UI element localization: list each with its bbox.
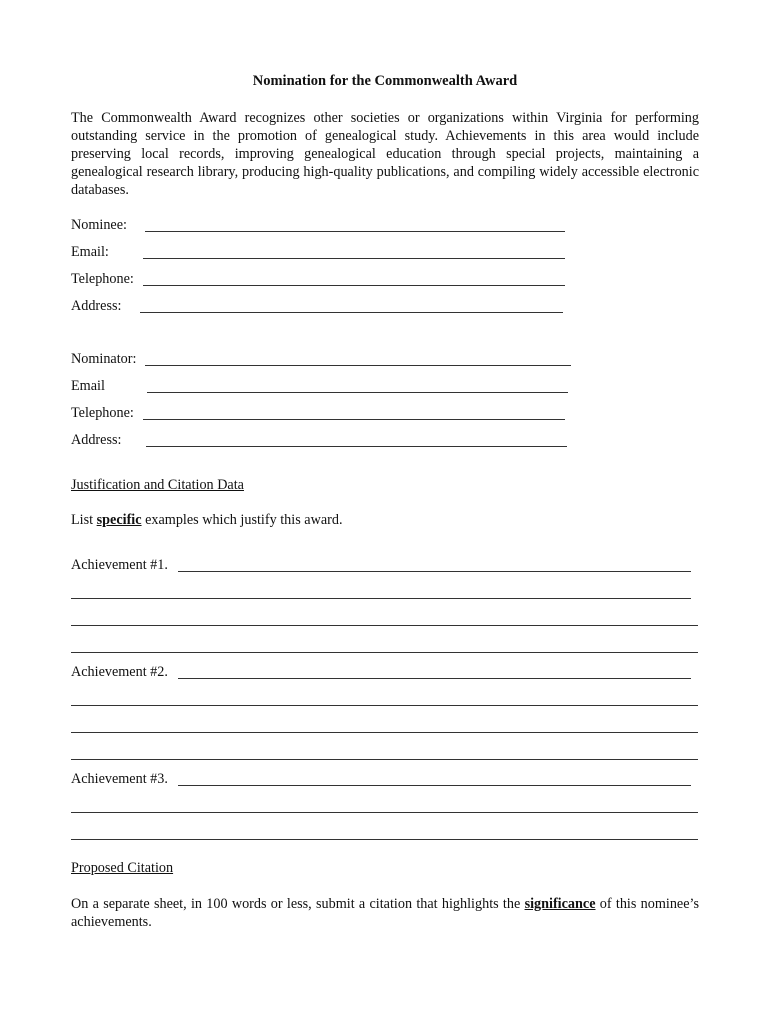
achievement-2-line-2[interactable] [71,705,698,706]
citation-text-after: of this nominee’s achievements. [71,896,699,930]
achievement-1-label: Achievement #1. [71,557,168,573]
nominator-email-field[interactable] [147,392,568,393]
instruction-text-after: examples which justify this award. [141,512,343,528]
instruction-text-before: List [71,512,97,528]
nominee-telephone-field[interactable] [143,285,565,286]
achievement-1-line-2[interactable] [71,598,691,599]
justification-heading: Justification and Citation Data [71,477,244,493]
citation-text-before: On a separate sheet, in 100 words or less, submit a citation that highlights the [71,896,525,912]
nominee-label: Nominee: [71,217,127,233]
nominee-email-field[interactable] [143,258,565,259]
nominee-field[interactable] [145,231,565,232]
form-title: Nomination for the Commonwealth Award [252,73,518,89]
citation-heading: Proposed Citation [71,860,174,876]
nominator-telephone-label: Telephone: [71,405,134,421]
nominee-address-field[interactable] [140,312,563,313]
achievement-1-field[interactable] [178,571,691,572]
nominee-telephone-label: Telephone: [71,271,134,287]
justification-instruction [71,512,343,529]
citation-paragraph [71,895,699,931]
achievement-2-field[interactable] [178,678,691,679]
nominator-address-field[interactable] [146,446,567,447]
nominator-label: Nominator: [71,351,137,367]
nominator-address-label: Address: [71,432,122,448]
achievement-3-line-3[interactable] [71,839,698,840]
achievement-2-label: Achievement #2. [71,664,168,680]
nominee-address-label: Address: [71,298,122,314]
nominator-email-label: Email [71,378,105,394]
achievement-3-line-2[interactable] [71,812,698,813]
achievement-1-line-3[interactable] [71,625,698,626]
achievement-3-label: Achievement #3. [71,771,168,787]
nominee-email-label: Email: [71,244,109,260]
nominator-telephone-field[interactable] [143,419,565,420]
achievement-3-field[interactable] [178,785,691,786]
nominator-field[interactable] [145,365,571,366]
achievement-1-line-4[interactable] [71,652,698,653]
citation-emphasis: significance [524,896,596,912]
intro-paragraph: The Commonwealth Award recognizes other societies or organizations within Virginia for performing outstanding service in the promotion of genealogical study. Achievements in this area would include preserving local records, improving genealogical education through special projects, maintaining a genealogical research library, producing high-quality publications, and compiling widely accessible electronic databases. [71,110,699,198]
achievement-2-line-3[interactable] [71,732,698,733]
instruction-emphasis: specific [96,512,142,528]
achievement-2-line-4[interactable] [71,759,698,760]
